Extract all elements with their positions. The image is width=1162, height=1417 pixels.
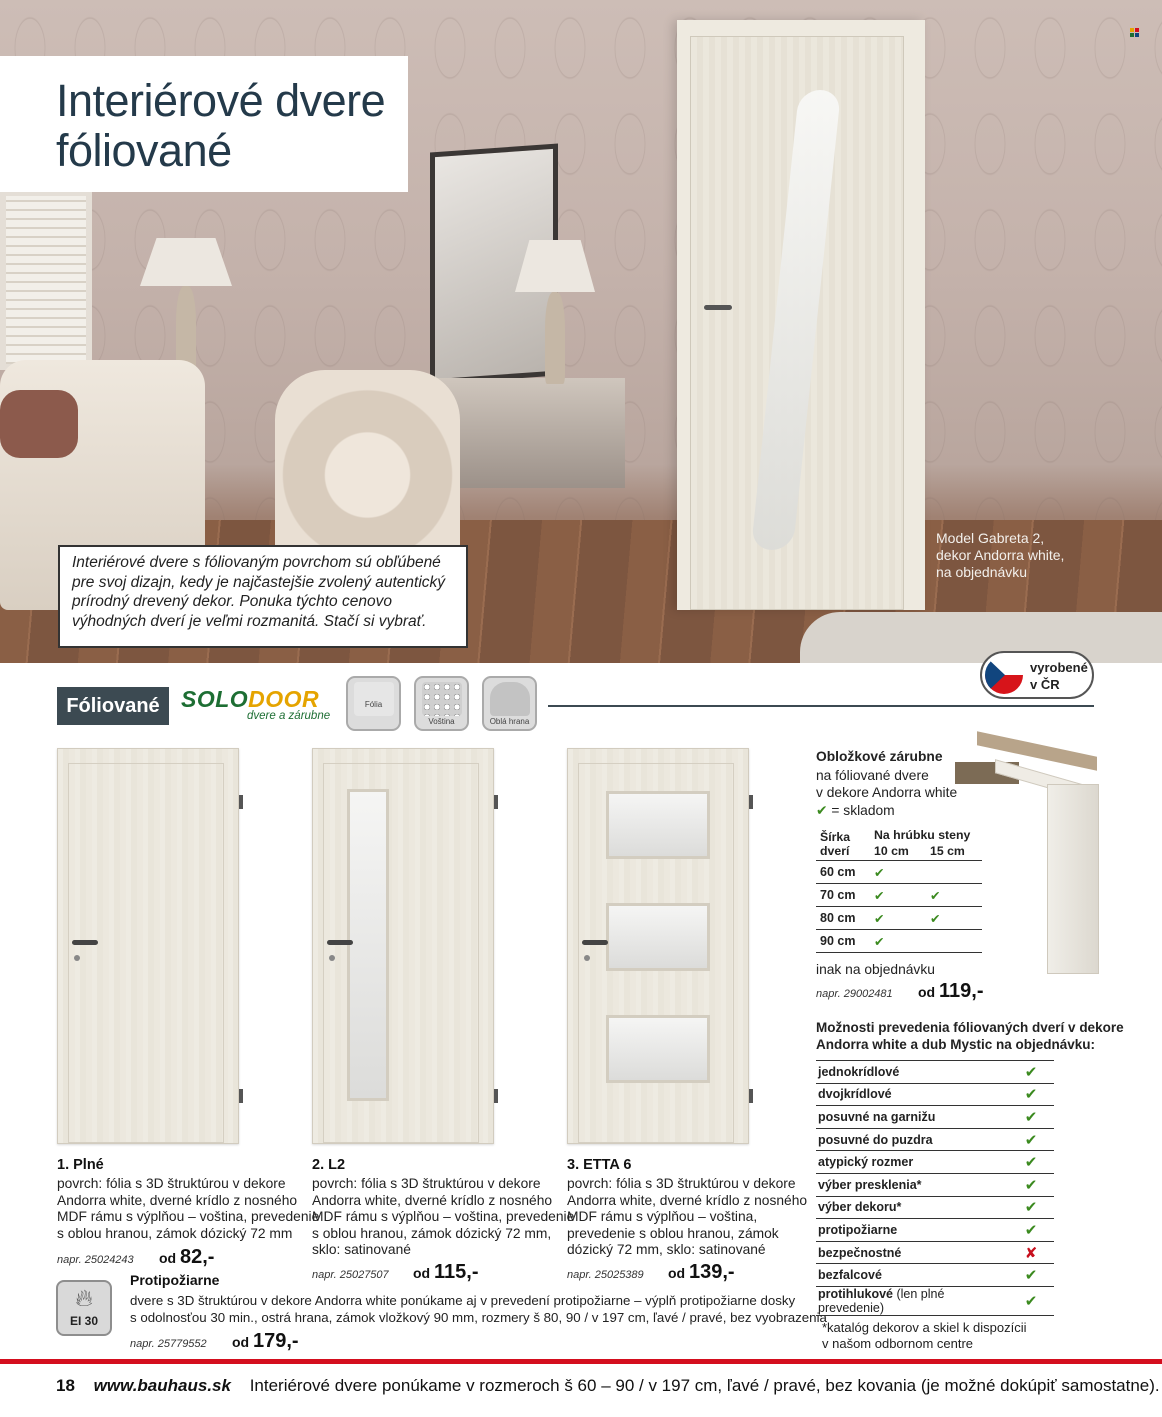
intro-text: Interiérové dvere s fóliovaným povrchom sú obľúbené pre svoj dizajn, kedy je najčastejšie zvolený autentický prírodný drevený dekor. Ponuka týchto cenovo výhodných dverí je veľmi rozmanitá. Stačí si vybrať.: [72, 554, 446, 630]
option-label: posuvné do puzdra: [816, 1128, 1006, 1151]
price-prefix: od: [918, 984, 936, 1000]
product-desc: povrch: fólia s 3D štruktúrou v dekore Andorra white, dverné krídlo z nosného MDF rámu s výplňou – voština, prevedenie s oblou hranou, zámok dózický 72 mm, sklo: satinované: [567, 1176, 808, 1257]
options-footnote: *katalóg dekorov a skiel k dispozícii v našom odbornom centre: [822, 1320, 1027, 1351]
table-row: [816, 1106, 1054, 1129]
door-glass-pane: [606, 903, 710, 971]
cross-icon: ✘: [1006, 1241, 1054, 1264]
table-row: [816, 1196, 1054, 1219]
table-row: [816, 1241, 1054, 1264]
table-row: [816, 1083, 1054, 1106]
product-number: 1.: [57, 1157, 70, 1173]
header-divider: [548, 705, 1094, 707]
table-row: [816, 884, 982, 907]
page-number: 18: [56, 1376, 75, 1395]
check-icon: ✔: [1006, 1286, 1054, 1315]
check-icon: ✔: [870, 884, 926, 907]
option-label: výber presklenia*: [816, 1173, 1006, 1196]
category-tag: Fóliované: [57, 687, 169, 725]
feature-rounded-edge-icon: [482, 676, 537, 731]
hero-caption: Model Gabreta 2, dekor Andorra white, na objednávku: [936, 530, 1065, 580]
rug: [800, 612, 1162, 663]
door-glass-strip: [347, 789, 389, 1101]
check-icon: ✔: [816, 803, 828, 818]
table-row: [816, 1061, 1054, 1084]
options-title: Možnosti prevedenia fóliovaných dverí v dekore Andorra white a dub Mystic na objednávku:: [816, 1020, 1124, 1052]
fire-sku: napr. 25779552: [130, 1338, 207, 1350]
stock-legend-text: = skladom: [831, 803, 895, 818]
origin-text: vyrobené v ČR: [1030, 660, 1088, 692]
footer-divider: [0, 1359, 1162, 1364]
fire-rating-label: EI 30: [69, 1314, 99, 1328]
width-cell: 90 cm: [816, 930, 870, 953]
frame-sizes-table: [816, 828, 982, 953]
option-label: bezpečnostné: [816, 1241, 1006, 1264]
table-row: [816, 1264, 1054, 1287]
option-label: dvojkrídlové: [816, 1083, 1006, 1106]
frames-line2: v dekore Andorra white: [816, 785, 958, 800]
flame-icon: 🔥︎: [75, 1285, 93, 1312]
feature-label: Voština: [428, 717, 455, 726]
price-value: 82,-: [180, 1246, 215, 1268]
door-handle: [704, 305, 732, 310]
check-icon: ✔: [1006, 1196, 1054, 1219]
table-row: [816, 930, 982, 953]
check-icon: ✔: [1006, 1061, 1054, 1084]
option-label: jednokrídlové: [816, 1061, 1006, 1084]
width-cell: 80 cm: [816, 907, 870, 930]
product-name: ETTA 6: [583, 1157, 632, 1173]
table-row: [816, 907, 982, 930]
price-prefix: od: [668, 1265, 686, 1281]
option-label: [816, 1286, 1006, 1315]
fire-price: [232, 1330, 299, 1353]
frames-sku: napr. 29002481: [816, 988, 893, 1000]
solodoor-logo: [181, 686, 330, 722]
fire-title: Protipožiarne: [130, 1272, 220, 1288]
product-sku: napr. 25025389: [567, 1269, 644, 1281]
options-table: [816, 1060, 1054, 1316]
lamp-right-base: [545, 292, 565, 384]
check-icon: [926, 930, 982, 953]
table-row: [816, 1173, 1054, 1196]
fire-desc: dvere s 3D štruktúrou v dekore Andorra white ponúkame aj v prevedení protipožiarne – výplň protipožiarne dosky s odolnosťou 30 min., ostrá hrana, zámok vložkový 90 mm, rozmery š 80, 90 / v 197 cm, ľavé / pravé, bez vyobrazenia: [130, 1293, 827, 1325]
product-sku: napr. 25024243: [57, 1254, 134, 1266]
window-shutters: [0, 190, 92, 370]
col-header-15: 15 cm: [930, 844, 965, 858]
door-lock-icon: [74, 955, 80, 961]
frames-other: inak na objednávku: [816, 962, 935, 977]
product-price: [668, 1261, 735, 1284]
product-price: [413, 1261, 478, 1284]
check-icon: ✔: [870, 861, 926, 884]
price-prefix: od: [232, 1334, 250, 1350]
door-handle-icon: [582, 940, 608, 945]
option-label: posuvné na garnižu: [816, 1106, 1006, 1129]
brand-solo: SOLO: [181, 686, 249, 712]
check-icon: ✔: [1006, 1264, 1054, 1287]
check-icon: ✔: [926, 884, 982, 907]
footer: [56, 1376, 1160, 1396]
door-l2-image: [312, 748, 494, 1144]
product-desc: povrch: fólia s 3D štruktúrou v dekore Andorra white, dverné krídlo z nosného MDF rámu s výplňou – voština, prevedenie s oblou hranou, zámok dózický 72 mm: [57, 1176, 320, 1241]
price-value: 179,-: [253, 1330, 299, 1352]
price-prefix: od: [159, 1250, 177, 1266]
check-icon: ✔: [1006, 1151, 1054, 1174]
width-cell: 70 cm: [816, 884, 870, 907]
check-icon: ✔: [870, 907, 926, 930]
check-icon: ✔: [1006, 1173, 1054, 1196]
frames-line1: na fóliované dvere: [816, 768, 929, 783]
brand-subtitle: dvere a zárubne: [247, 710, 331, 722]
door-plne-image: [57, 748, 239, 1144]
stock-legend: [816, 802, 895, 820]
page-title: Interiérové dvere fóliované: [56, 75, 386, 176]
option-label: protipožiarne: [816, 1219, 1006, 1242]
door-glass-pane: [606, 1015, 710, 1083]
price-value: 139,-: [689, 1261, 735, 1283]
col-header-wall: Na hrúbku steny: [874, 828, 971, 842]
check-icon: ✔: [1006, 1083, 1054, 1106]
width-cell: 60 cm: [816, 861, 870, 884]
option-label: atypický rozmer: [816, 1151, 1006, 1174]
check-icon: ✔: [926, 907, 982, 930]
product-desc: povrch: fólia s 3D štruktúrou v dekore Andorra white, dverné krídlo z nosného MDF rámu s výplňou – voština, prevedenie s oblou hranou, zámok dózický 72 mm, sklo: satinované: [312, 1176, 575, 1257]
czech-flag-icon: [985, 656, 1023, 694]
table-row: [816, 1286, 1054, 1315]
product-name: L2: [328, 1157, 346, 1173]
option-label-extra: (len plné prevedenie): [818, 1286, 945, 1315]
price-value: 115,-: [434, 1261, 479, 1283]
product-sku: napr. 25027507: [312, 1269, 389, 1281]
table-row: [816, 1219, 1054, 1242]
frames-price: [918, 980, 983, 1003]
product-title: [312, 1157, 345, 1173]
option-label: výber dekoru*: [816, 1196, 1006, 1219]
feature-label: Fólia: [364, 700, 383, 709]
door-handle-icon: [72, 940, 98, 945]
check-icon: ✔: [870, 930, 926, 953]
door-handle-icon: [327, 940, 353, 945]
check-icon: ✔: [1006, 1128, 1054, 1151]
footer-note: Interiérové dvere ponúkame v rozmeroch š 60 – 90 / v 197 cm, ľavé / pravé, bez kovania (je možné dokúpiť samostatne).: [249, 1376, 1160, 1395]
product-number: 3.: [567, 1157, 580, 1173]
option-label-text: protihlukové: [818, 1286, 894, 1301]
check-icon: ✔: [1006, 1106, 1054, 1129]
feature-honeycomb-icon: [414, 676, 469, 731]
door-glass-pane: [606, 791, 710, 859]
feature-foil-icon: [346, 676, 401, 731]
price-prefix: od: [413, 1265, 431, 1281]
price-value: 119,-: [939, 980, 984, 1002]
product-number: 2.: [312, 1157, 325, 1173]
brand-door: DOOR: [248, 686, 320, 712]
product-title: [57, 1157, 104, 1173]
door-lock-icon: [329, 955, 335, 961]
check-icon: [926, 861, 982, 884]
option-label: bezfalcové: [816, 1264, 1006, 1287]
feature-label: Oblá hrana: [489, 717, 530, 726]
door-lock-icon: [584, 955, 590, 961]
website-link[interactable]: www.bauhaus.sk: [93, 1376, 231, 1395]
fire-rating-badge: [56, 1280, 112, 1336]
sofa-pillow: [0, 390, 78, 458]
door-etta6-image: [567, 748, 749, 1144]
table-row: [816, 861, 982, 884]
title-box: [0, 56, 408, 192]
intro-box: [58, 545, 468, 648]
col-header-10: 10 cm: [874, 844, 909, 858]
corner-logo-icon: [1130, 28, 1139, 37]
col-header-width: Šírka dverí: [820, 830, 851, 858]
table-row: [816, 1151, 1054, 1174]
product-name: Plné: [73, 1157, 104, 1173]
frames-title: Obložkové zárubne: [816, 749, 943, 764]
check-icon: ✔: [1006, 1219, 1054, 1242]
made-in-cz-badge: [980, 651, 1094, 699]
product-price: [159, 1246, 214, 1269]
product-title: [567, 1157, 631, 1173]
table-row: [816, 1128, 1054, 1151]
